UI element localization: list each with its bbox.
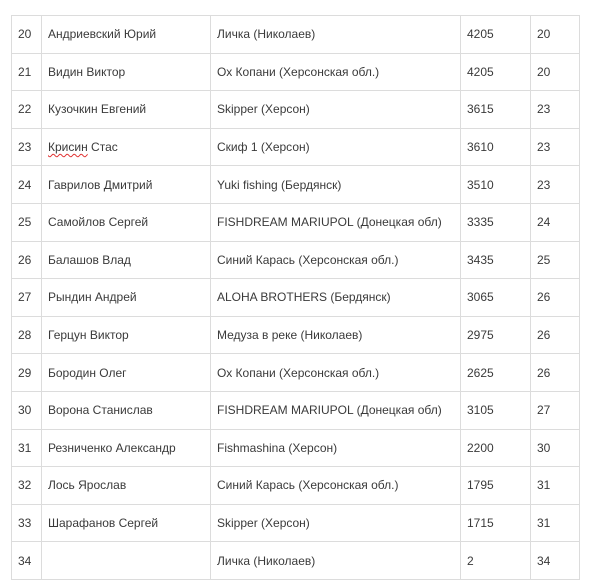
table-row: [12, 279, 580, 317]
angler-name-cell: Рындин Андрей: [42, 279, 211, 317]
weight-cell: 1795: [461, 467, 531, 505]
angler-name-cell: Крисин Стас: [42, 128, 211, 166]
position-cell: 26: [12, 241, 42, 279]
angler-name-cell: Лось Ярослав: [42, 467, 211, 505]
weight-cell: 4205: [461, 16, 531, 54]
weight-cell: 3105: [461, 391, 531, 429]
place-cell: 30: [531, 429, 580, 467]
angler-name-cell: Самойлов Сергей: [42, 203, 211, 241]
table-row: [12, 166, 580, 204]
weight-cell: 2625: [461, 354, 531, 392]
weight-cell: 3510: [461, 166, 531, 204]
team-cell: Skipper (Херсон): [211, 504, 461, 542]
angler-name-cell: Балашов Влад: [42, 241, 211, 279]
place-cell: 34: [531, 542, 580, 580]
position-cell: 23: [12, 128, 42, 166]
team-cell: Fishmashina (Херсон): [211, 429, 461, 467]
weight-cell: 3610: [461, 128, 531, 166]
weight-cell: 3615: [461, 91, 531, 129]
table-row: [12, 91, 580, 129]
team-cell: ALOHA BROTHERS (Бердянск): [211, 279, 461, 317]
team-cell: Скиф 1 (Херсон): [211, 128, 461, 166]
position-cell: 28: [12, 316, 42, 354]
table-row: [12, 391, 580, 429]
place-cell: 24: [531, 203, 580, 241]
place-cell: 25: [531, 241, 580, 279]
place-cell: 26: [531, 279, 580, 317]
weight-cell: 2975: [461, 316, 531, 354]
angler-name-cell: Видин Виктор: [42, 53, 211, 91]
position-cell: 25: [12, 203, 42, 241]
place-cell: 31: [531, 504, 580, 542]
position-cell: 31: [12, 429, 42, 467]
position-cell: 33: [12, 504, 42, 542]
table-row: [12, 128, 580, 166]
table-row: [12, 203, 580, 241]
spellcheck-underline: Крисин: [48, 140, 88, 155]
table-row: [12, 241, 580, 279]
place-cell: 26: [531, 354, 580, 392]
position-cell: 29: [12, 354, 42, 392]
weight-cell: 2200: [461, 429, 531, 467]
table-row: [12, 467, 580, 505]
angler-name-cell: Бородин Олег: [42, 354, 211, 392]
place-cell: 27: [531, 391, 580, 429]
place-cell: 20: [531, 16, 580, 54]
weight-cell: 4205: [461, 53, 531, 91]
team-cell: Синий Карась (Херсонская обл.): [211, 241, 461, 279]
angler-name-cell: Андриевский Юрий: [42, 16, 211, 54]
team-cell: Медуза в реке (Николаев): [211, 316, 461, 354]
team-cell: Skipper (Херсон): [211, 91, 461, 129]
angler-name-cell: Гаврилов Дмитрий: [42, 166, 211, 204]
position-cell: 21: [12, 53, 42, 91]
position-cell: 20: [12, 16, 42, 54]
position-cell: 22: [12, 91, 42, 129]
team-cell: Yuki fishing (Бердянск): [211, 166, 461, 204]
table-row: [12, 53, 580, 91]
place-cell: 23: [531, 91, 580, 129]
results-table-body: [12, 16, 580, 580]
place-cell: 31: [531, 467, 580, 505]
team-cell: Ох Копани (Херсонская обл.): [211, 354, 461, 392]
position-cell: 32: [12, 467, 42, 505]
team-cell: Личка (Николаев): [211, 16, 461, 54]
angler-name-cell: Кузочкин Евгений: [42, 91, 211, 129]
position-cell: 27: [12, 279, 42, 317]
weight-cell: 3435: [461, 241, 531, 279]
position-cell: 34: [12, 542, 42, 580]
position-cell: 24: [12, 166, 42, 204]
angler-name-cell: Резниченко Александр: [42, 429, 211, 467]
angler-name-cell: Герцун Виктор: [42, 316, 211, 354]
table-row: [12, 542, 580, 580]
weight-cell: 3335: [461, 203, 531, 241]
place-cell: 20: [531, 53, 580, 91]
weight-cell: 3065: [461, 279, 531, 317]
angler-name-cell: Ворона Станислав: [42, 391, 211, 429]
team-cell: Синий Карась (Херсонская обл.): [211, 467, 461, 505]
team-cell: Личка (Николаев): [211, 542, 461, 580]
table-row: [12, 16, 580, 54]
angler-name-cell: Шарафанов Сергей: [42, 504, 211, 542]
results-table: [11, 15, 580, 580]
table-row: [12, 504, 580, 542]
table-row: [12, 316, 580, 354]
position-cell: 30: [12, 391, 42, 429]
place-cell: 23: [531, 166, 580, 204]
team-cell: Ох Копани (Херсонская обл.): [211, 53, 461, 91]
table-row: [12, 429, 580, 467]
angler-name-cell: [42, 542, 211, 580]
team-cell: FISHDREAM MARIUPOL (Донецкая обл): [211, 203, 461, 241]
table-row: [12, 354, 580, 392]
place-cell: 26: [531, 316, 580, 354]
weight-cell: 1715: [461, 504, 531, 542]
team-cell: FISHDREAM MARIUPOL (Донецкая обл): [211, 391, 461, 429]
place-cell: 23: [531, 128, 580, 166]
weight-cell: 2: [461, 542, 531, 580]
